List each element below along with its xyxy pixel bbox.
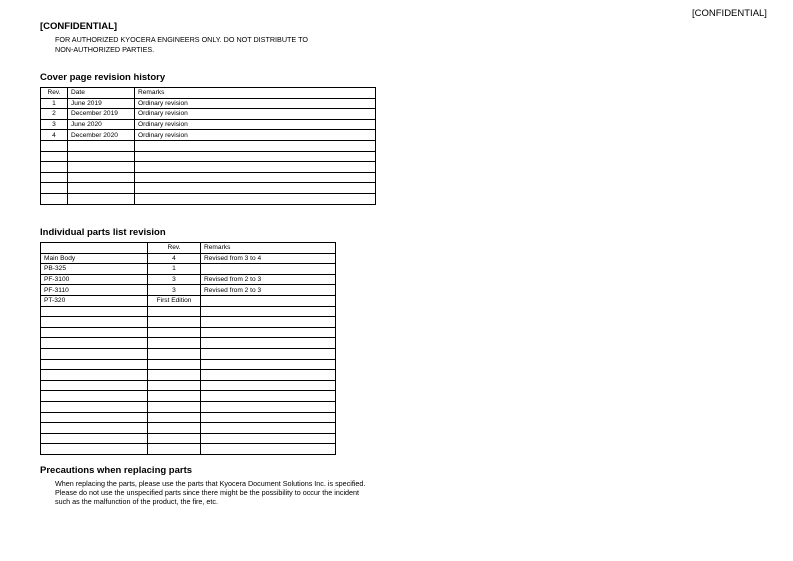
table-cell bbox=[41, 423, 148, 434]
table-cell: PB-325 bbox=[41, 264, 148, 275]
table-cell bbox=[68, 172, 135, 183]
cover-history-title: Cover page revision history bbox=[40, 72, 166, 83]
table-cell bbox=[41, 391, 148, 402]
table-row bbox=[41, 359, 336, 370]
table-row bbox=[41, 348, 336, 359]
table-cell bbox=[135, 140, 376, 151]
precautions-line: When replacing the parts, please use the parts that Kyocera Document Solutions Inc. is specified. bbox=[55, 479, 366, 488]
table-row bbox=[41, 140, 376, 151]
table-cell bbox=[41, 380, 148, 391]
table-row bbox=[41, 193, 376, 204]
table-cell: Revised from 2 to 3 bbox=[201, 285, 336, 296]
table-cell: First Edition bbox=[148, 295, 201, 306]
table-cell bbox=[201, 348, 336, 359]
table-cell bbox=[148, 391, 201, 402]
table-row bbox=[41, 130, 376, 141]
table-row bbox=[41, 98, 376, 109]
table-cell bbox=[201, 401, 336, 412]
table-cell: Ordinary revision bbox=[135, 98, 376, 109]
table-row bbox=[41, 444, 336, 455]
table-cell bbox=[41, 338, 148, 349]
notice-line: NON-AUTHORIZED PARTIES. bbox=[55, 45, 155, 54]
table-cell: PF-3110 bbox=[41, 285, 148, 296]
table-cell bbox=[41, 412, 148, 423]
table-row bbox=[41, 412, 336, 423]
table-cell bbox=[41, 317, 148, 328]
table-row bbox=[41, 183, 376, 194]
table-header-row bbox=[41, 243, 336, 254]
table-row bbox=[41, 119, 376, 130]
table-cell bbox=[41, 151, 68, 162]
table-cell bbox=[41, 348, 148, 359]
table-cell: 4 bbox=[148, 253, 201, 264]
table-cell bbox=[201, 327, 336, 338]
table-cell bbox=[41, 433, 148, 444]
table-cell bbox=[201, 391, 336, 402]
parts-revision-title: Individual parts list revision bbox=[40, 227, 166, 238]
table-cell bbox=[68, 193, 135, 204]
table-row bbox=[41, 162, 376, 173]
table-cell bbox=[148, 370, 201, 381]
table-row bbox=[41, 370, 336, 381]
table-cell bbox=[41, 444, 148, 455]
table-cell bbox=[68, 183, 135, 194]
precautions-title: Precautions when replacing parts bbox=[40, 465, 193, 476]
table-cell bbox=[68, 151, 135, 162]
table-row bbox=[41, 253, 336, 264]
table-cell: PT-320 bbox=[41, 295, 148, 306]
table-cell: 4 bbox=[41, 130, 68, 141]
table-cell bbox=[135, 151, 376, 162]
distribution-notice bbox=[55, 35, 308, 55]
table-row bbox=[41, 264, 336, 275]
table-cell: 3 bbox=[148, 274, 201, 285]
table-row bbox=[41, 317, 336, 328]
table-row bbox=[41, 433, 336, 444]
table-cell bbox=[41, 327, 148, 338]
table-row bbox=[41, 401, 336, 412]
table-cell bbox=[41, 172, 68, 183]
table-cell bbox=[148, 444, 201, 455]
table-cell bbox=[148, 327, 201, 338]
table-cell bbox=[201, 295, 336, 306]
table-cell bbox=[201, 433, 336, 444]
table-cell: 1 bbox=[148, 264, 201, 275]
table-cell bbox=[41, 306, 148, 317]
table-row bbox=[41, 295, 336, 306]
table-cell bbox=[148, 380, 201, 391]
table-cell bbox=[135, 183, 376, 194]
table-cell bbox=[201, 412, 336, 423]
table-cell bbox=[68, 162, 135, 173]
table-cell: 1 bbox=[41, 98, 68, 109]
table-cell: Ordinary revision bbox=[135, 130, 376, 141]
table-cell bbox=[148, 317, 201, 328]
table-cell bbox=[41, 401, 148, 412]
table-cell bbox=[201, 444, 336, 455]
table-cell bbox=[148, 338, 201, 349]
table-cell: December 2020 bbox=[68, 130, 135, 141]
table-cell bbox=[148, 306, 201, 317]
confidential-label: [CONFIDENTIAL] bbox=[40, 21, 118, 32]
precautions-line: such as the malfunction of the product, the fire, etc. bbox=[55, 497, 219, 506]
table-header-cell: Remarks bbox=[201, 243, 336, 254]
table-cell: PF-3100 bbox=[41, 274, 148, 285]
table-cell bbox=[41, 370, 148, 381]
table-cell bbox=[148, 401, 201, 412]
precautions-text bbox=[55, 479, 365, 506]
table-row bbox=[41, 423, 336, 434]
table-cell: 2 bbox=[41, 109, 68, 120]
table-row bbox=[41, 274, 336, 285]
notice-line: FOR AUTHORIZED KYOCERA ENGINEERS ONLY. DO NOT DISTRIBUTE TO bbox=[55, 35, 308, 44]
table-cell bbox=[201, 264, 336, 275]
table-cell bbox=[201, 317, 336, 328]
table-row bbox=[41, 151, 376, 162]
table-cell: Revised from 2 to 3 bbox=[201, 274, 336, 285]
table-cell bbox=[201, 359, 336, 370]
table-cell bbox=[41, 162, 68, 173]
precautions-line: Please do not use the unspecified parts since there might be the possibility to occur the incident bbox=[55, 488, 360, 497]
table-cell bbox=[148, 433, 201, 444]
table-cell bbox=[135, 162, 376, 173]
table-cell bbox=[41, 359, 148, 370]
table-cell bbox=[135, 172, 376, 183]
table-cell: June 2019 bbox=[68, 98, 135, 109]
table-header-cell bbox=[41, 243, 148, 254]
table-row bbox=[41, 327, 336, 338]
table-header-cell: Date bbox=[68, 88, 135, 99]
table-cell: Ordinary revision bbox=[135, 119, 376, 130]
table-header-cell: Rev. bbox=[41, 88, 68, 99]
table-header-cell: Rev. bbox=[148, 243, 201, 254]
table-cell bbox=[148, 348, 201, 359]
parts-revision-table bbox=[40, 242, 336, 455]
table-cell bbox=[201, 338, 336, 349]
table-cell: Revised from 3 to 4 bbox=[201, 253, 336, 264]
table-cell: Main Body bbox=[41, 253, 148, 264]
table-cell bbox=[41, 183, 68, 194]
table-cell bbox=[201, 306, 336, 317]
table-cell bbox=[148, 359, 201, 370]
table-cell bbox=[148, 412, 201, 423]
table-cell bbox=[201, 380, 336, 391]
table-cell: December 2019 bbox=[68, 109, 135, 120]
table-cell bbox=[41, 193, 68, 204]
table-header-cell: Remarks bbox=[135, 88, 376, 99]
table-cell bbox=[201, 370, 336, 381]
table-row bbox=[41, 285, 336, 296]
confidential-label-top: [CONFIDENTIAL] bbox=[692, 8, 767, 19]
table-cell: 3 bbox=[148, 285, 201, 296]
table-cell bbox=[148, 423, 201, 434]
table-row bbox=[41, 391, 336, 402]
cover-history-table bbox=[40, 87, 376, 205]
table-row bbox=[41, 109, 376, 120]
table-row bbox=[41, 172, 376, 183]
table-row bbox=[41, 338, 336, 349]
table-row bbox=[41, 306, 336, 317]
table-header-row bbox=[41, 88, 376, 99]
table-cell: Ordinary revision bbox=[135, 109, 376, 120]
table-cell: 3 bbox=[41, 119, 68, 130]
table-cell: June 2020 bbox=[68, 119, 135, 130]
table-cell bbox=[135, 193, 376, 204]
table-cell bbox=[41, 140, 68, 151]
table-row bbox=[41, 380, 336, 391]
table-cell bbox=[201, 423, 336, 434]
table-cell bbox=[68, 140, 135, 151]
